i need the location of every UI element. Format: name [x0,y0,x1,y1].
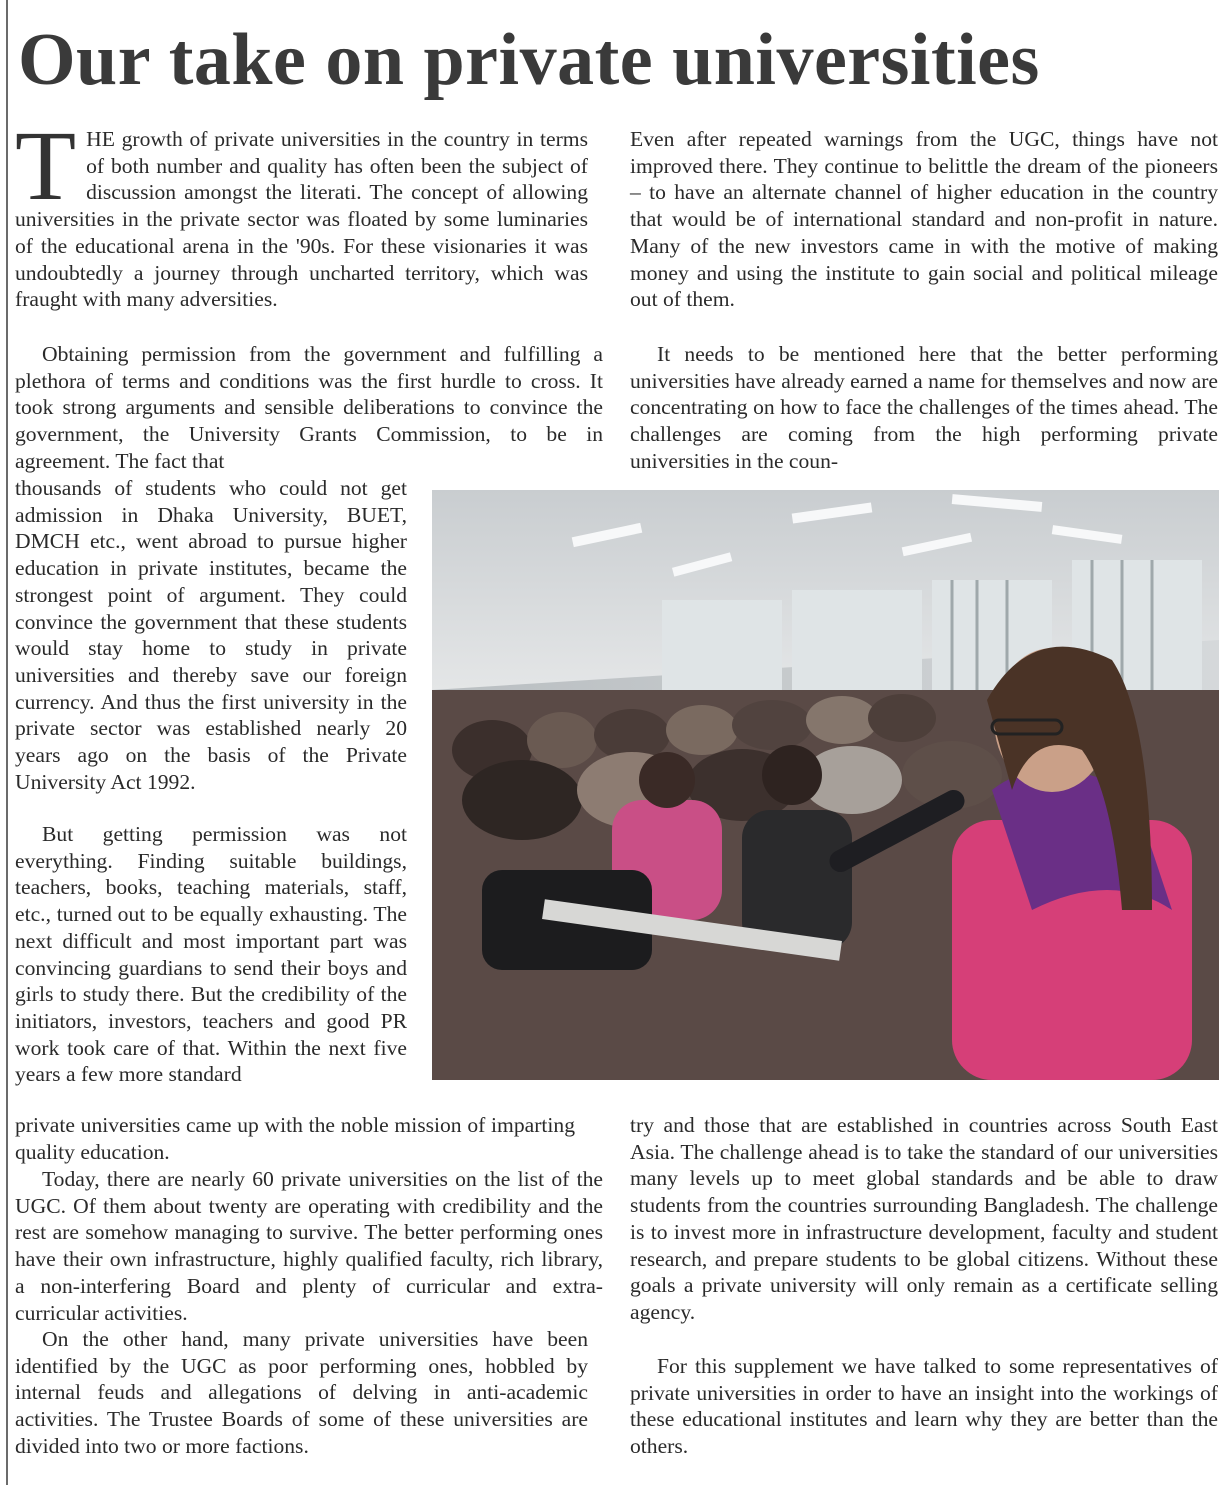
classroom-photo [432,490,1219,1080]
col1-paragraph-3-text: But getting permission was not everything. Finding suitable buildings, teachers, books, teaching materials, staff, etc., turned out to be equally exhausting. The next difficult and most important part was convincing guardians to send their boys and girls to study there. But the credibility of the initiators, investors, teachers and good PR work took care of that. Within the next five years a few more standard [15,822,407,1087]
col1-intro-text: HE growth of private universities in the country in terms of both number and quality has often been the subject of discussion amongst the literati. The concept of allowing universities in the private sector was floated by some luminaries of the educational arena in the '90s. For these visionaries it was undoubtedly a journey through uncharted territory, which was fraught with many adversities. [15,127,588,312]
col2-paragraph-2-top-text: It needs to be mentioned here that the better performing universities have already earned a name for themselves and now are concentrating on how to face the challenges of the times ahead. The challenges are coming from the high performing private universities in the coun- [630,342,1218,473]
left-column-rule [6,0,8,1485]
col1-paragraph-3-bottom: private universities came up with the noble mission of imparting quality education. [15,1113,575,1164]
col2-paragraph-2-bottom: try and those that are established in countries across South East Asia. The challenge ahead is to take the standard of our universities many levels up to meet global standards and be able to draw students from the countries surrounding Bangladesh. The challenge is to invest more in infrastructure development, faculty and student research, and prepare students to be global citizens. Without these goals a private university will only remain as a certificate selling agency. [630,1113,1218,1324]
col2-paragraph-3-text: For this supplement we have talked to some representatives of private universities in order to have an insight into the workings of these educational institutes and learn why they are better than the others. [630,1354,1218,1459]
col2-paragraph-3 [630,1353,1218,1460]
col1-intro-paragraph [15,110,588,313]
drop-cap: T [15,110,77,221]
col1-paragraph-2-narrow: thousands of students who could not get admission in Dhaka University, BUET, DMCH etc., went abroad to pursue higher education in private institutes, became the strongest point of argument. They could convince the government that these students would stay home to study in private universities and thereby save our foreign currency. And thus the first university in the private sector was established nearly 20 years ago on the basis of the Private University Act 1992. [15,476,407,794]
col1-paragraph-5-text: On the other hand, many private universities have been identified by the UGC as poor performing ones, hobbled by internal feuds and allegations of delving in anti-academic activities. The Trustee Boards of some of these universities are divided into two or more factions. [15,1327,588,1458]
col2-paragraph-2-top [630,341,1218,475]
col1-paragraph-4 [15,1166,603,1326]
col1-paragraph-2-top-text: Obtaining permission from the government and fulfilling a plethora of terms and conditions was the first hurdle to cross. It took strong arguments and sensible deliberations to convince the government, the University Grants Commission, to be in agreement. The fact that [15,342,603,473]
col1-paragraph-5 [15,1326,588,1460]
col1-paragraph-4-text: Today, there are nearly 60 private universities on the list of the UGC. Of them about twenty are operating with credibility and the rest are somehow managing to survive. The better performing ones have their own infrastructure, highly qualified faculty, rich library, a non-interfering Board and plenty of curricular and extra-curricular activities. [15,1167,603,1325]
col1-paragraph-3-narrow [15,821,407,1088]
headline: Our take on private universities [18,19,1040,101]
col2-paragraph-1: Even after repeated warnings from the UGC, things have not improved there. They continue to belittle the dream of the pioneers – to have an alternate channel of higher education in the country that would be of international standard and non-profit in nature. Many of the new investors came in with the motive of making money and using the institute to gain social and political mileage out of them. [630,127,1218,312]
col1-paragraph-2-top [15,341,603,475]
